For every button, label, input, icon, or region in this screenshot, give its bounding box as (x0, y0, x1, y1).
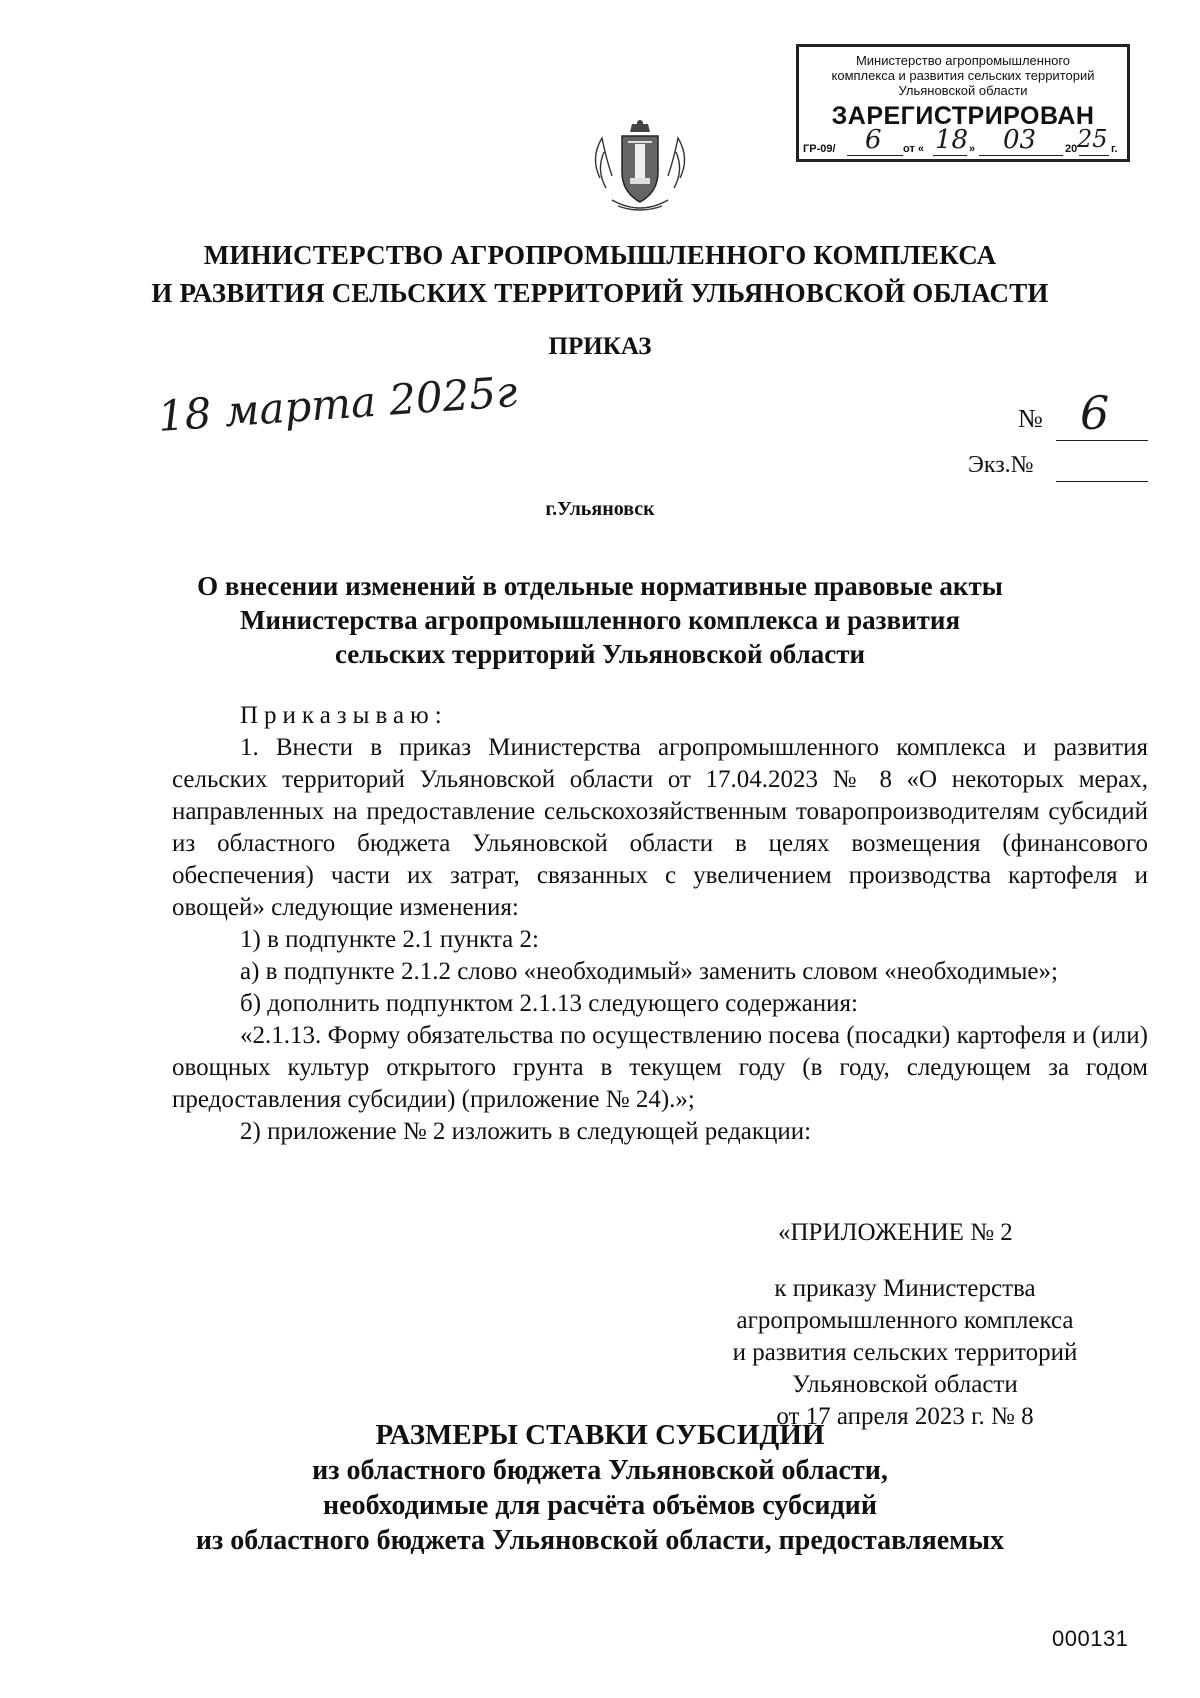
document-number: 000131 (1052, 1626, 1129, 1651)
order-word: Приказываю: (240, 702, 448, 729)
rates-line-2: из областного бюджета Ульяновской области, (312, 1455, 888, 1486)
stamp-year-underline (1079, 155, 1109, 156)
stamp-day-underline (933, 155, 967, 156)
order-body (172, 700, 1148, 1148)
paragraph-5: «2.1.13. Форму обязательства по осуществлению посева (посадки) картофеля и (или) овощных культур открытого грунта в текущем году (в году, следующем за годом предоставления субсидии) (приложение № 24).»; (172, 1022, 1148, 1113)
order-title: ПРИКАЗ (548, 333, 652, 360)
copy-number-label: Экз.№ (968, 452, 1034, 478)
paragraph-2: 1) в подпункте 2.1 пункта 2: (240, 926, 539, 953)
paragraph-3: а) в подпункте 2.1.2 слово «необходимый» заменить словом «необходимые»; (240, 958, 1058, 985)
stamp-month-underline (979, 155, 1063, 156)
stamp-year-prefix: 20 (1065, 143, 1078, 155)
handwritten-date: 18 марта 2025г (156, 366, 519, 441)
stamp-line-2: комплекса и развития сельских территорий (831, 68, 1095, 83)
stamp-day-handwritten: 18 (935, 125, 969, 155)
paragraph-4: б) дополнить подпунктом 2.1.13 следующего содержания: (240, 990, 858, 1017)
rates-heading (0, 1418, 1200, 1558)
order-subject (0, 569, 1200, 671)
ministry-line-1: МИНИСТЕРСТВО АГРОПРОМЫШЛЕННОГО КОМПЛЕКСА (203, 240, 997, 270)
subject-line-3: сельских территорий Ульяновской области (334, 639, 866, 669)
stamp-year-suffix: г. (1111, 143, 1118, 155)
rates-line-4: из областного бюджета Ульяновской области, предоставляемых (195, 1525, 1005, 1556)
stamp-month-handwritten: 03 (1003, 125, 1037, 155)
stamp-registered: ЗАРЕГИСТРИРОВАН (831, 102, 1095, 130)
subject-line-1: О внесении изменений в отдельные нормативные правовые акты (197, 571, 1003, 601)
appendix-line-5: от 17 апреля 2023 г. № 8 (776, 1403, 1034, 1430)
appendix-line-3: и развития сельских территорий (732, 1339, 1078, 1366)
coat-of-arms-emblem (588, 118, 692, 218)
appendix-line-4: Ульяновской области (792, 1371, 1018, 1398)
stamp-quote: » (969, 143, 976, 155)
ministry-line-2: И РАЗВИТИЯ СЕЛЬСКИХ ТЕРРИТОРИЙ УЛЬЯНОВСКОЙ ОБЛАСТИ (151, 278, 1049, 308)
city: г.Ульяновск (545, 498, 655, 520)
rates-line-3: необходимые для расчёта объёмов субсидий (323, 1490, 877, 1521)
stamp-line-3: Ульяновской области (898, 83, 1028, 98)
number-sign: № (1018, 404, 1043, 433)
rates-line-1: РАЗМЕРЫ СТАВКИ СУБСИДИИ (375, 1419, 825, 1451)
appendix-reference (690, 1273, 1120, 1433)
stamp-prefix: ГР-09/ (803, 143, 836, 155)
stamp-from: от « (903, 143, 925, 155)
number-underline (1056, 440, 1148, 441)
stamp-number-handwritten: 6 (865, 125, 882, 155)
stamp-number-underline (847, 155, 903, 156)
appendix-line-2: агропромышленного комплекса (736, 1307, 1074, 1334)
paragraph-6: 2) приложение № 2 изложить в следующей редакции: (240, 1118, 812, 1145)
paragraph-1: 1. Внести в приказ Министерства агропромышленного комплекса и развития сельских территорий Ульяновской области от 17.04.2023 № 8 «О некоторых мерах, направленных на предоставление сельскохозяйственным товаропроизводителям субсидий из областного бюджета Ульяновской области в целях возмещения (финансового обеспечения) части их затрат, связанных с увеличением производства картофеля и овощей» следующие изменения: (172, 734, 1148, 921)
stamp-line-1: Министерство агропромышленного (855, 53, 1071, 68)
ministry-name (0, 236, 1200, 312)
copy-number-underline (1056, 481, 1148, 482)
subject-line-2: Министерства агропромышленного комплекса и развития (239, 605, 961, 635)
appendix-title: «ПРИЛОЖЕНИЕ № 2 (778, 1219, 1013, 1246)
handwritten-order-number: 6 (1080, 386, 1110, 440)
appendix-line-1: к приказу Министерства (774, 1275, 1036, 1302)
registration-stamp (796, 44, 1130, 162)
stamp-year-handwritten: 25 (1077, 125, 1108, 153)
